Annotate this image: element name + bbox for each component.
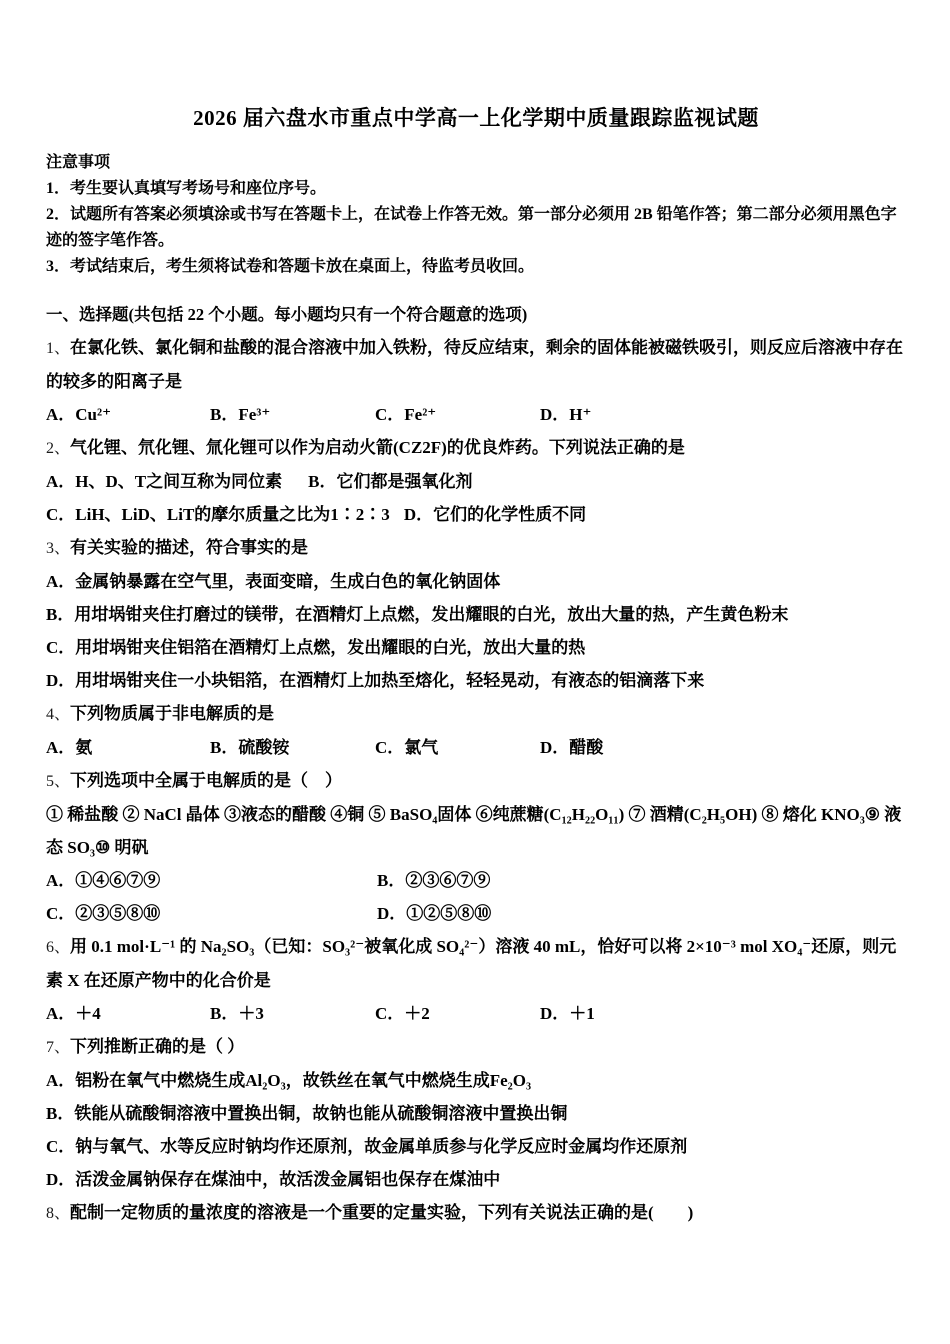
question-4-option-a: A．氨	[46, 738, 93, 757]
question-4-number: 4、	[46, 706, 71, 723]
section-heading: 一、选择题(共包括 22 个小题。每小题均只有一个符合题意的选项)	[46, 305, 528, 324]
question-7-option-c: C．钠与氧气、水等反应时钠均作还原剂，故金属单质参与化学反应时金属均作还原剂	[46, 1137, 688, 1156]
question-1-number: 1、	[46, 340, 71, 357]
question-6-stem-text: 用 0.1 mol·L⁻¹ 的 Na₂SO₃（已知：SO₃²⁻被氧化成 SO₄²⁻）溶液 40 mL，恰好可以将 2×10⁻³ mol XO₄⁻还原，则元素 X 在还原产物中的化合价是	[46, 937, 897, 990]
question-6	[46, 930, 906, 1030]
question-6-options	[46, 997, 906, 1030]
question-5-option-b: B．②③⑥⑦⑨	[377, 871, 491, 890]
questions-list	[46, 331, 906, 1230]
question-4-option-b: B．硫酸铵	[210, 738, 290, 757]
question-5-option-c: C．②③⑤⑧⑩	[46, 904, 161, 923]
question-5-stem-text: 下列选项中全属于电解质的是（ ）	[70, 771, 343, 790]
question-4-stem-text: 下列物质属于非电解质的是	[70, 704, 275, 723]
question-8-stem	[46, 1196, 906, 1230]
question-2-option-b: B．它们都是强氧化剂	[308, 472, 473, 491]
question-7	[46, 1030, 906, 1196]
question-6-option-d: D．＋1	[540, 1004, 595, 1023]
question-5-option-a: A．①④⑥⑦⑨	[46, 871, 161, 890]
question-2	[46, 431, 906, 531]
question-4-option-d: D．醋酸	[540, 738, 604, 757]
notice-item-3: 3．考试结束后，考生须将试卷和答题卡放在桌面上，待监考员收回。	[46, 258, 535, 275]
question-7-stem-text: 下列推断正确的是（ ）	[70, 1037, 245, 1056]
question-2-options-row-2	[46, 498, 906, 531]
question-4-stem	[46, 697, 906, 731]
question-5-stem	[46, 764, 906, 798]
question-5-number: 5、	[46, 773, 71, 790]
question-1-option-b: B．Fe³⁺	[210, 405, 271, 424]
question-1-option-d: D．H⁺	[540, 405, 592, 424]
question-3-option-c: C．用坩埚钳夹住铝箔在酒精灯上点燃，发出耀眼的白光，放出大量的热	[46, 638, 586, 657]
question-3-number: 3、	[46, 540, 71, 557]
question-6-option-c: C．＋2	[375, 1004, 430, 1023]
question-7-option-b: B．铁能从硫酸铜溶液中置换出铜，故钠也能从硫酸铜溶液中置换出铜	[46, 1104, 568, 1123]
question-3-option-d: D．用坩埚钳夹住一小块铝箔，在酒精灯上加热至熔化，轻轻晃动，有液态的铝滴落下来	[46, 671, 705, 690]
question-6-option-a: A．＋4	[46, 1004, 101, 1023]
question-2-option-a: A．H、D、T之间互称为同位素	[46, 472, 283, 491]
question-7-option-a: A．铝粉在氧气中燃烧生成Al₂O₃，故铁丝在氧气中燃烧生成Fe₂O₃	[46, 1071, 532, 1090]
question-2-number: 2、	[46, 440, 71, 457]
question-6-option-b: B．＋3	[210, 1004, 264, 1023]
question-6-number: 6、	[46, 939, 71, 956]
question-8-stem-text: 配制一定物质的量浓度的溶液是一个重要的定量实验，下列有关说法正确的是( )	[70, 1203, 694, 1222]
question-7-stem	[46, 1030, 906, 1064]
notice-item-1: 1．考生要认真填写考场号和座位序号。	[46, 180, 327, 197]
question-1-options	[46, 398, 906, 431]
question-5	[46, 764, 906, 930]
question-6-stem	[46, 930, 906, 997]
question-3-option-b: B．用坩埚钳夹住打磨过的镁带，在酒精灯上点燃，发出耀眼的白光，放出大量的热，产生黄色粉末	[46, 605, 789, 624]
question-5-option-d: D．①②⑤⑧⑩	[377, 904, 492, 923]
question-1-stem-text: 在氯化铁、氯化铜和盐酸的混合溶液中加入铁粉，待反应结束，剩余的固体能被磁铁吸引，则反应后溶液中存在的较多的阳离子是	[46, 338, 904, 391]
notice-section	[46, 150, 906, 280]
notice-item-2: 2．试题所有答案必须填涂或书写在答题卡上，在试卷上作答无效。第一部分必须用 2B 铅笔作答；第二部分必须用黑色字迹的签字笔作答。	[46, 206, 897, 249]
question-5-options-row-1	[46, 864, 906, 897]
question-3	[46, 531, 906, 697]
question-8-number: 8、	[46, 1205, 71, 1222]
question-3-option-a: A．金属钠暴露在空气里，表面变暗，生成白色的氧化钠固体	[46, 572, 501, 591]
question-4-option-c: C．氯气	[375, 738, 439, 757]
page-title: 2026 届六盘水市重点中学高一上化学期中质量跟踪监视试题	[193, 106, 759, 130]
question-5-options-row-2	[46, 897, 906, 930]
question-5-items: ① 稀盐酸 ② NaCl 晶体 ③液态的醋酸 ④铜 ⑤ BaSO₄固体 ⑥纯蔗糖(C₁₂H₂₂O₁₁) ⑦ 酒精(C₂H₅OH) ⑧ 熔化 KNO₃⑨ 液态 SO₃⑩ 明矾	[46, 805, 902, 857]
question-2-option-d: D．它们的化学性质不同	[403, 505, 587, 524]
question-2-options-row-1	[46, 465, 906, 498]
question-4	[46, 697, 906, 764]
question-1-option-c: C．Fe²⁺	[375, 405, 437, 424]
question-2-option-c: C．LiH、LiD、LiT的摩尔质量之比为1∶2∶3	[46, 505, 390, 524]
question-7-option-d: D．活泼金属钠保存在煤油中，故活泼金属铝也保存在煤油中	[46, 1170, 501, 1189]
question-2-stem	[46, 431, 906, 465]
question-1-stem	[46, 331, 906, 398]
question-8	[46, 1196, 906, 1230]
notice-heading: 注意事项	[46, 154, 111, 171]
question-2-stem-text: 气化锂、氘化锂、氚化锂可以作为启动火箭(CZ2F)的优良炸药。下列说法正确的是	[70, 438, 685, 457]
question-1-option-a: A．Cu²⁺	[46, 405, 112, 424]
question-7-number: 7、	[46, 1039, 71, 1056]
question-4-options	[46, 731, 906, 764]
question-3-stem-text: 有关实验的描述，符合事实的是	[70, 538, 309, 557]
question-1	[46, 331, 906, 431]
question-3-stem	[46, 531, 906, 565]
